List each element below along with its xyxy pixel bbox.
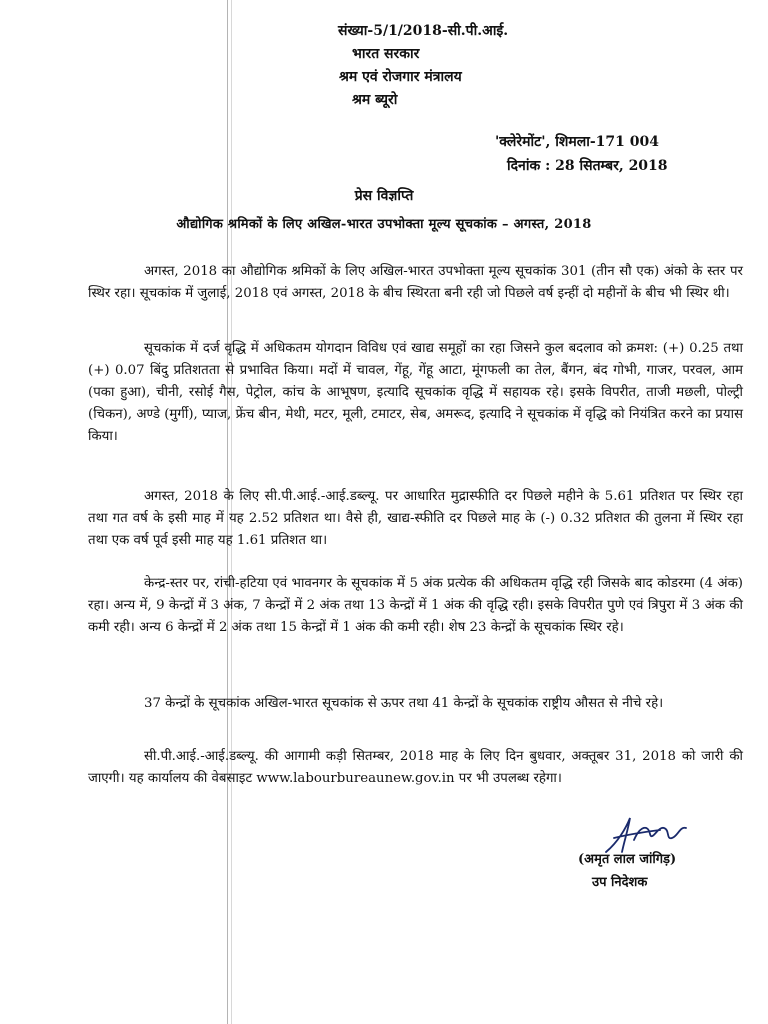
paragraph-5: 37 केन्द्रों के सूचकांक अखिल-भारत सूचकांक से ऊपर तथा 41 केन्द्रों के सूचकांक राष्ट्रीय औसत से नीचे रहे।: [144, 696, 664, 711]
signatory-designation: उप निदेशक: [592, 875, 648, 890]
paragraph-3: अगस्त, 2018 के लिए सी.पी.आई.-आई.डब्ल्यू. पर आधारित मुद्रास्फीति दर पिछले महीने के 5.61 प्रतिशत पर स्थिर रहा तथा गत वर्ष के इसी माह में यह 2.52 प्रतिशत था। वैसे ही, खाद्य-स्फीति दर पिछले माह के (-) 0.32 प्रतिशत की तुलना में स्थिर रहा तथा एक वर्ष पूर्व इसी माह यह 1.61 प्रतिशत था।: [88, 489, 743, 548]
paragraph-4: केन्द्र-स्तर पर, रांची-हटिया एवं भावनगर के सूचकांक में 5 अंक प्रत्येक की अधिकतम वृद्धि रही जिसके बाद कोडरमा (4 अंक) रहा। अन्य में, 9 केन्द्रों में 3 अंक, 7 केन्द्रों में 2 अंक तथा 13 केन्द्रों में 1 अंक की वृद्धि रही। इसके विपरीत पुणे एवं त्रिपुरा में 3 अंक की कमी रही। अन्य 6 केन्द्रों में 2 अंक तथा 15 केन्द्रों में 1 अंक की कमी रही। शेष 23 केन्द्रों के सूचकांक स्थिर रहे।: [88, 576, 743, 635]
release-date: दिनांक : 28 सितम्बर, 2018: [507, 158, 668, 174]
bureau-name: श्रम ब्यूरो: [352, 92, 398, 108]
document-subject: औद्योगिक श्रमिकों के लिए अखिल-भारत उपभोक्ता मूल्य सूचकांक – अगस्त, 2018: [176, 217, 592, 232]
signatory-block: [578, 848, 676, 894]
paragraph-2: सूचकांक में दर्ज वृद्धि में अधिकतम योगदान विविध एवं खाद्य समूहों का रहा जिसने कुल बदलाव को क्रमश: (+) 0.25 तथा (+) 0.07 बिंदु प्रतिशतता से प्रभावित किया। मदों में चावल, गेंहू, गेंहू आटा, मूंगफली का तेल, बैंगन, बंद गोभी, गाजर, परवल, आम (पका हुआ), चीनी, रसोई गैस, पेट्रोल, कांच के आभूषण, इत्यादि सूचकांक वृद्धि में सहायक रहे। इसके विपरीत, ताजी मछली, पोल्ट्री (चिकन), अण्डे (मुर्गी), प्याज, फ्रेंच बीन, मेथी, मटर, मूली, टमाटर, सेब, अमरूद, इत्यादि ने सूचकांक में वृद्धि को नियंत्रित करने का प्रयास किया।: [88, 341, 743, 444]
ministry-name: श्रम एवं रोजगार मंत्रालय: [339, 69, 462, 85]
reference-number: संख्या-5/1/2018-सी.पी.आई.: [338, 23, 509, 39]
paragraph-1: अगस्त, 2018 का औद्योगिक श्रमिकों के लिए अखिल-भारत उपभोक्ता मूल्य सूचकांक 301 (तीन सौ एक) अंको के स्तर पर स्थिर रहा। सूचकांक में जुलाई, 2018 एवं अगस्त, 2018 के बीच स्थिरता बनी रही जो पिछले वर्ष इन्हीं दो महीनों के बीच भी स्थिर थी।: [88, 264, 743, 301]
office-address: 'क्लेरेमोंट', शिमला-171 004: [495, 134, 659, 150]
address-block: [495, 130, 668, 178]
government-name: भारत सरकार: [352, 46, 420, 62]
signatory-name: (अमृत लाल जांगिड़): [578, 852, 677, 867]
letterhead: [338, 20, 508, 112]
paragraph-6: सी.पी.आई.-आई.डब्ल्यू. की आगामी कड़ी सितम्बर, 2018 माह के लिए दिन बुधवार, अक्तूबर 31, 2018 को जारी की जाएगी। यह कार्यालय की वेबसाइट www.labourbureaunew.gov.in पर भी उपलब्ध रहेगा।: [88, 749, 743, 786]
document-title: प्रेस विज्ञप्ति: [354, 188, 414, 204]
